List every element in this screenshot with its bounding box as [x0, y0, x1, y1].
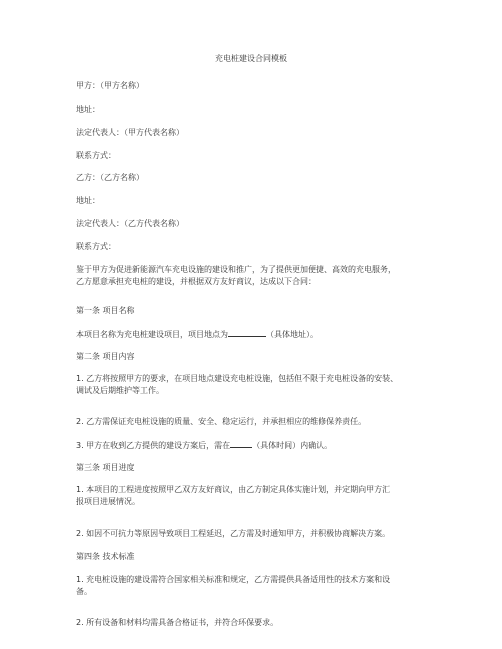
article-2-item-3-after: （具体时间）内确认。 [252, 441, 333, 450]
preamble-line: 鉴于甲方为促进新能源汽车充电设施的建设和推广，为了提供更加便捷、高效的充电服务， [76, 265, 396, 274]
article-4-item-1-line: 1. 充电桩设施的建设需符合国家相关标准和规定，乙方需提供具备适用性的技术方案和设 [76, 575, 391, 584]
article-1-title: 第一条 项目名称 [76, 306, 135, 315]
article-3-item-1-line: 1. 本项目的工程进度按照甲乙双方友好商议，由乙方制定具体实施计划，并定期向甲方汇 [76, 485, 391, 494]
article-3-item-1 [76, 484, 428, 509]
blank-underline [230, 439, 252, 448]
party-a-contact: 联系方式： [76, 151, 116, 160]
article-3-item-1-line: 报项目进展情况。 [76, 497, 140, 507]
preamble-line: 乙方愿意承担充电桩的建设，并根据双方友好商议，达成以下合同： [76, 277, 316, 287]
party-a-representative: 法定代表人：（甲方代表名称） [76, 128, 184, 137]
blank-underline [228, 328, 266, 337]
preamble-paragraph [76, 264, 428, 289]
party-b-representative: 法定代表人：（乙方代表名称） [76, 219, 184, 228]
article-2-item-3 [76, 439, 428, 452]
article-1-text-before: 本项目名称为充电桩建设项目，项目地点为 [76, 330, 228, 339]
article-2-item-1-line: 调试及后期维护等工作。 [76, 386, 164, 396]
article-4-item-1 [76, 574, 428, 599]
article-2-item-2: 2. 乙方需保证充电桩设施的质量、安全、稳定运行，并承担相应的维修保养责任。 [76, 417, 367, 426]
article-4-item-1-line: 备。 [76, 587, 92, 597]
party-b-address: 地址： [76, 196, 100, 205]
article-3-item-2: 2. 如因不可抗力等原因导致项目工程延迟，乙方需及时通知甲方，并积极协商解决方案。 [76, 529, 391, 538]
article-2-item-1 [76, 373, 428, 398]
party-b-contact: 联系方式： [76, 242, 116, 251]
article-4-item-2: 2. 所有设备和材料均需具备合格证书，并符合环保要求。 [76, 618, 279, 627]
document-title: 充电桩建设合同模板 [215, 54, 287, 63]
party-b-name: 乙方：（乙方名称） [76, 173, 144, 182]
party-a-address: 地址： [76, 105, 100, 114]
article-1-text [76, 328, 428, 341]
party-a-name: 甲方：（甲方名称） [76, 81, 144, 90]
article-2-title: 第二条 项目内容 [76, 352, 135, 361]
article-3-title: 第三条 项目进度 [76, 463, 135, 472]
article-4-title: 第四条 技术标准 [76, 552, 135, 561]
article-2-item-3-before: 3. 甲方在收到乙方提供的建设方案后，需在 [76, 441, 231, 450]
article-2-item-1-line: 1. 乙方将按照甲方的要求，在项目地点建设充电桩设施，包括但不限于充电桩设备的安装、 [76, 374, 399, 383]
article-1-text-after: （具体地址）。 [266, 330, 318, 339]
